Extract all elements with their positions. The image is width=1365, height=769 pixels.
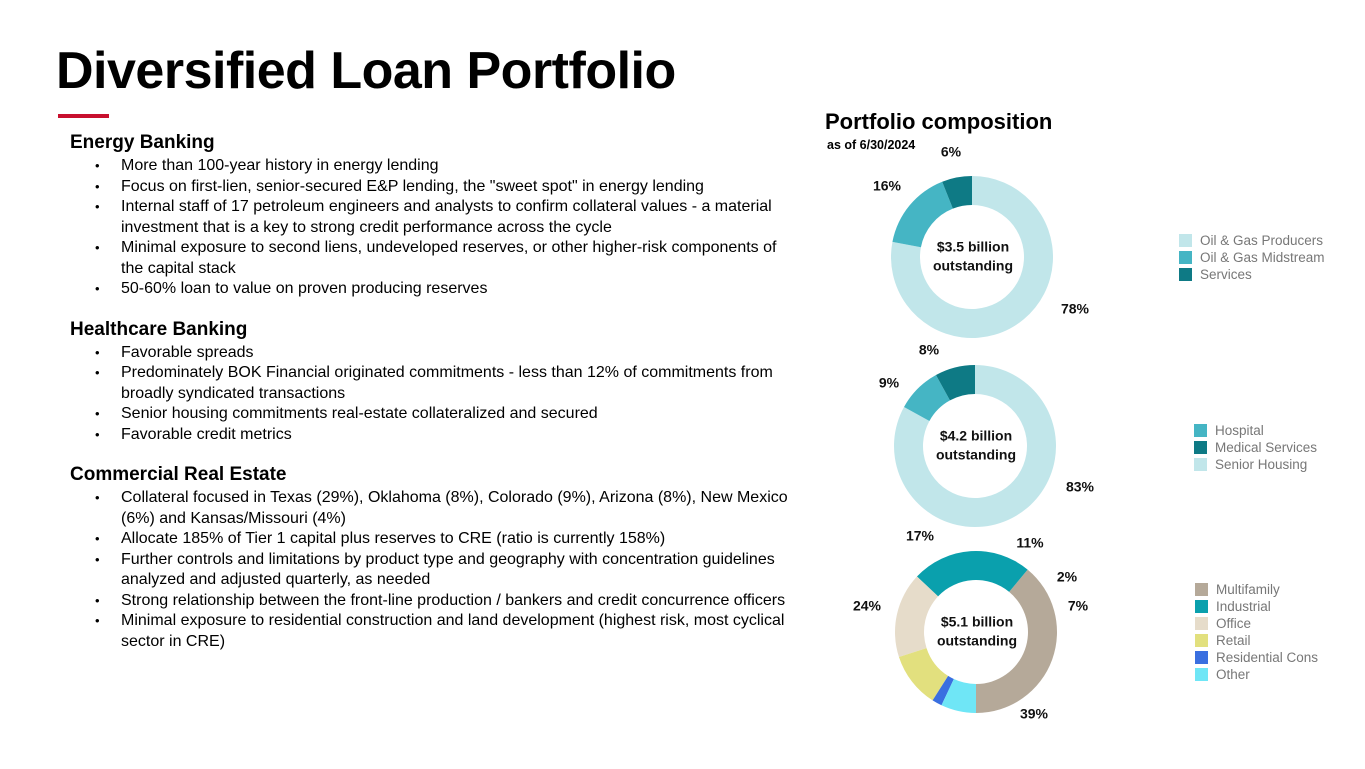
donut-chart-0 xyxy=(873,144,1090,338)
legend-label: Retail xyxy=(1216,633,1251,648)
bullet-item: • Allocate 185% of Tier 1 capital plus reserves to CRE (ratio is currently 158%) xyxy=(70,529,800,550)
legend-label: Industrial xyxy=(1216,599,1271,614)
bullet-item: • More than 100-year history in energy lending xyxy=(70,156,800,177)
slice-percent-label: 6% xyxy=(940,143,962,160)
legend-swatch xyxy=(1194,458,1207,471)
donut-center-label: outstanding xyxy=(936,632,1018,649)
legend-label: Senior Housing xyxy=(1215,457,1308,472)
legend-swatch xyxy=(1179,251,1192,264)
legend-item xyxy=(1179,266,1325,283)
legend-item xyxy=(1194,422,1317,439)
slice-percent-label: 78% xyxy=(1060,300,1090,317)
bullet-item: • 50-60% loan to value on proven producing reserves xyxy=(70,279,800,300)
legend-swatch xyxy=(1195,617,1208,630)
bullet-item: • Focus on first-lien, senior-secured E&P lending, the "sweet spot" in energy lending xyxy=(70,177,800,198)
bullet-item: • Predominately BOK Financial originated commitments - less than 12% of commitments from broadly syndicated transactions xyxy=(70,363,800,404)
portfolio-composition-title: Portfolio composition xyxy=(825,109,1053,134)
bullet-item: • Collateral focused in Texas (29%), Oklahoma (8%), Colorado (9%), Arizona (8%), New Mexico (6%) and Kansas/Missouri (4%) xyxy=(70,488,800,529)
donut-slice xyxy=(917,551,1028,596)
legend-swatch xyxy=(1195,583,1208,596)
donut-chart-1 xyxy=(879,342,1095,527)
bullet-item: • Senior housing commitments real-estate collateralized and secured xyxy=(70,404,800,425)
page-title: Diversified Loan Portfolio xyxy=(56,42,676,100)
donut-center-label: $5.1 billion xyxy=(940,613,1014,630)
legend-label: Oil & Gas Producers xyxy=(1200,233,1324,248)
bullet-item: • Favorable credit metrics xyxy=(70,425,800,446)
donut-center-label: $3.5 billion xyxy=(936,238,1010,255)
legend-swatch xyxy=(1195,651,1208,664)
bullet-item: • Minimal exposure to residential construction and land development (highest risk, most cyclical sector in CRE) xyxy=(70,611,800,652)
legend-label: Residential Cons xyxy=(1216,650,1319,665)
legend-label: Other xyxy=(1216,667,1250,682)
slice-percent-label: 11% xyxy=(1016,534,1044,551)
legend-swatch xyxy=(1194,424,1207,437)
donut-slice xyxy=(892,182,952,248)
legend-energy xyxy=(1179,232,1325,283)
legend-swatch xyxy=(1194,441,1207,454)
legend-commercial-real-estate xyxy=(1195,581,1318,683)
slice-percent-label: 24% xyxy=(852,597,882,614)
bullet-item: • Strong relationship between the front-line production / bankers and credit concurrence officers xyxy=(70,591,800,612)
slice-percent-label: 17% xyxy=(905,527,935,544)
legend-label: Oil & Gas Midstream xyxy=(1200,250,1325,265)
legend-label: Multifamily xyxy=(1216,582,1280,597)
legend-healthcare xyxy=(1194,422,1317,473)
slice-percent-label: 7% xyxy=(1067,597,1089,614)
legend-label: Services xyxy=(1200,267,1252,282)
slice-percent-label: 2% xyxy=(1056,568,1078,585)
legend-item xyxy=(1195,649,1318,666)
legend-swatch xyxy=(1195,668,1208,681)
donut-center-label: outstanding xyxy=(932,257,1014,274)
legend-swatch xyxy=(1195,600,1208,613)
slice-percent-label: 83% xyxy=(1065,478,1095,495)
slice-percent-label: 9% xyxy=(878,374,900,391)
donut-center-label: outstanding xyxy=(935,446,1017,463)
bullet-item: • Further controls and limitations by product type and geography with concentration guidelines analyzed and adjusted quarterly, as needed xyxy=(70,550,800,591)
donut-center-label: $4.2 billion xyxy=(939,427,1013,444)
legend-item xyxy=(1195,615,1318,632)
donut-chart-2 xyxy=(853,528,1089,722)
legend-item xyxy=(1179,249,1325,266)
slice-percent-label: 39% xyxy=(1019,705,1049,722)
legend-item xyxy=(1179,232,1325,249)
legend-item xyxy=(1194,439,1317,456)
legend-label: Medical Services xyxy=(1215,440,1318,455)
legend-item xyxy=(1195,581,1318,598)
as-of-date: as of 6/30/2024 xyxy=(827,138,916,152)
legend-swatch xyxy=(1179,268,1192,281)
slice-percent-label: 16% xyxy=(872,177,902,194)
section-heading: Energy Banking xyxy=(70,132,215,153)
section-heading: Healthcare Banking xyxy=(70,318,248,340)
legend-swatch xyxy=(1195,634,1208,647)
section-heading: Commercial Real Estate xyxy=(70,464,287,485)
legend-item xyxy=(1195,666,1318,683)
legend-swatch xyxy=(1179,234,1192,247)
legend-item xyxy=(1194,456,1317,473)
legend-item xyxy=(1195,598,1318,615)
bullet-item: • Internal staff of 17 petroleum engineers and analysts to confirm collateral values - a material investment that is a key to strong credit performance across the cycle xyxy=(70,197,800,238)
bullet-item: • Favorable spreads xyxy=(70,343,800,364)
slice-percent-label: 8% xyxy=(918,341,940,358)
legend-label: Hospital xyxy=(1215,423,1264,438)
legend-label: Office xyxy=(1216,616,1252,631)
bullet-item: • Minimal exposure to second liens, undeveloped reserves, or other higher-risk components of the capital stack xyxy=(70,238,800,279)
legend-item xyxy=(1195,632,1318,649)
